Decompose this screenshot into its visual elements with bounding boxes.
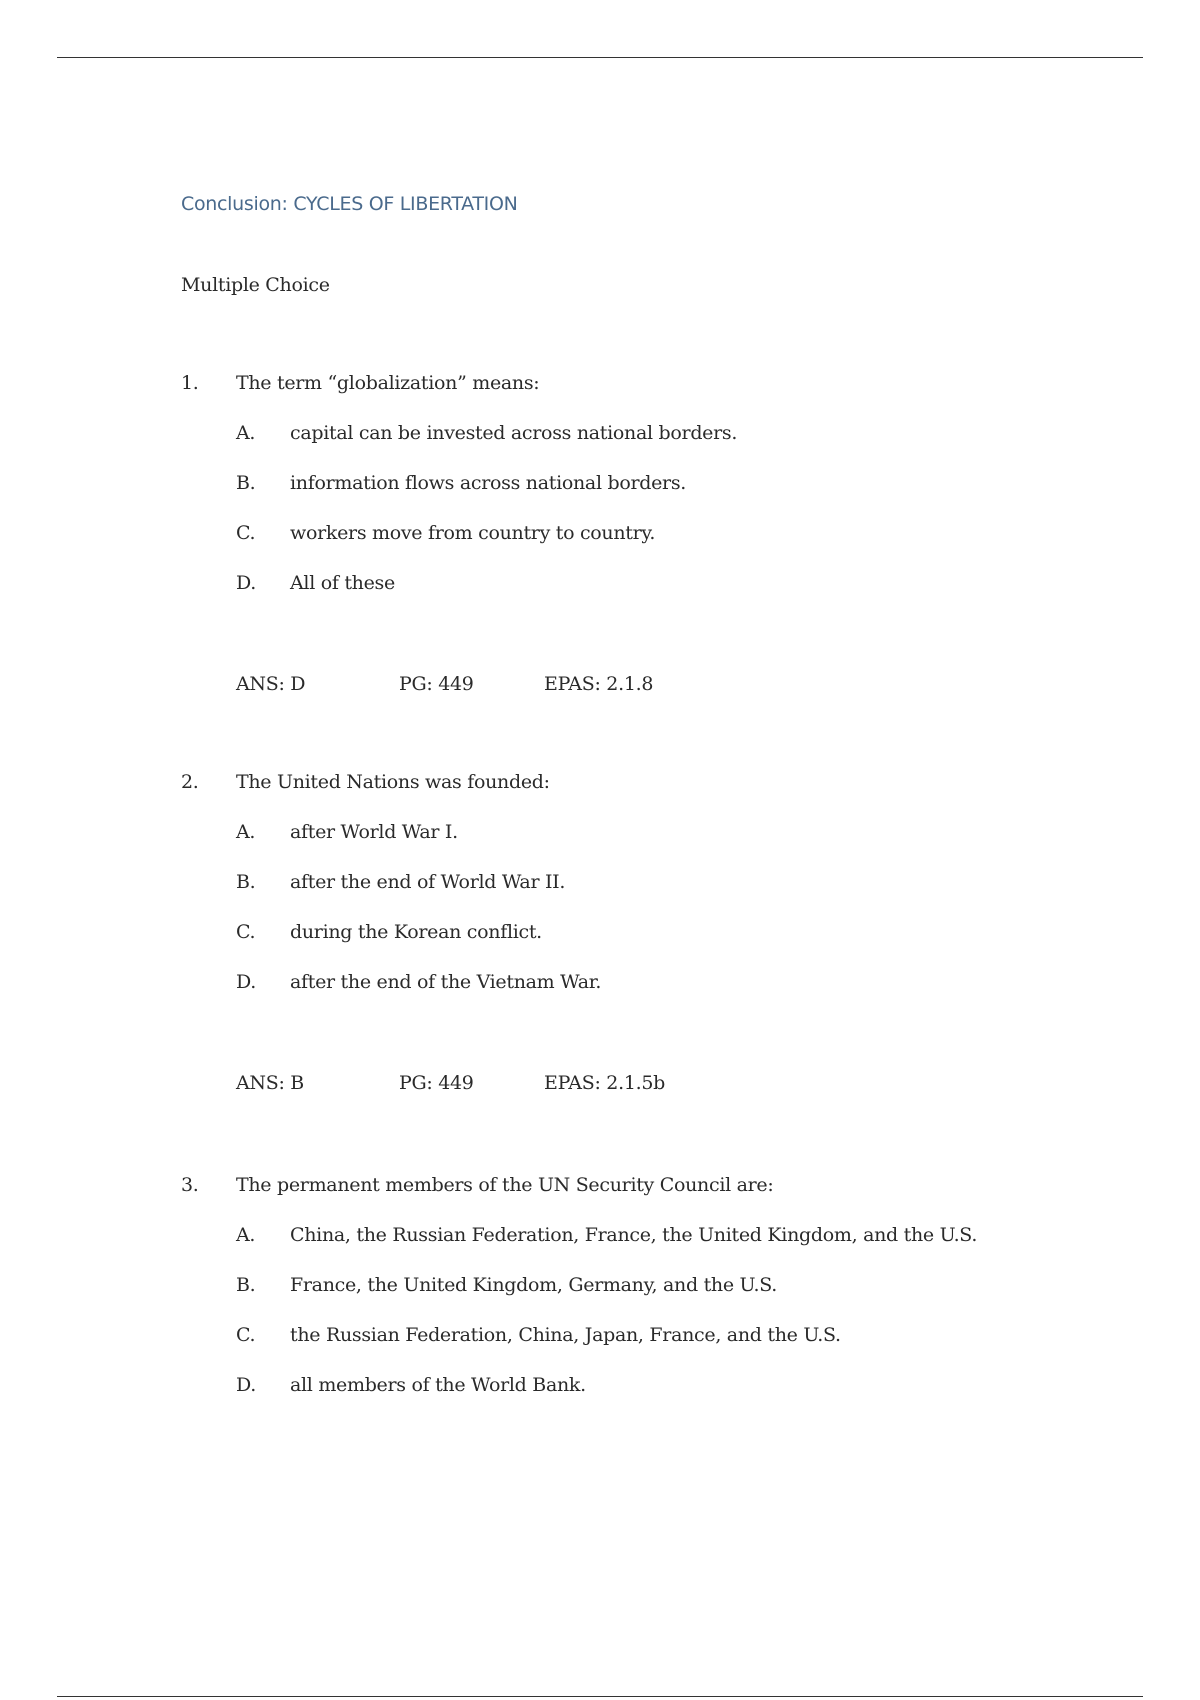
choice-letter: B. [236, 1274, 256, 1296]
choice-text: China, the Russian Federation, France, the United Kingdom, and the U.S. [290, 1224, 978, 1246]
epas-reference: EPAS: 2.1.8 [544, 673, 654, 695]
choice-letter: B. [236, 472, 256, 494]
choice-d [181, 572, 1161, 622]
choice-text: All of these [290, 572, 395, 594]
question-2 [181, 771, 1161, 1102]
choice-a [181, 422, 1161, 472]
choice-text: during the Korean conflict. [290, 921, 542, 943]
question-text: The term “globalization” means: [236, 372, 540, 394]
answer-line [181, 673, 1161, 703]
choice-text: after the end of the Vietnam War. [290, 971, 602, 993]
answer-line [181, 1072, 1161, 1102]
choice-b [181, 472, 1161, 522]
question-3 [181, 1174, 1161, 1424]
question-stem [181, 771, 1161, 811]
choice-letter: D. [236, 971, 256, 993]
choice-letter: A. [236, 1224, 256, 1246]
choice-a [181, 821, 1161, 871]
question-number: 3. [181, 1174, 199, 1196]
choice-b [181, 871, 1161, 921]
question-1 [181, 372, 1161, 703]
choice-letter: A. [236, 422, 256, 444]
page-reference: PG: 449 [399, 673, 474, 695]
choice-text: workers move from country to country. [290, 522, 656, 544]
choice-text: all members of the World Bank. [290, 1374, 586, 1396]
choice-letter: B. [236, 871, 256, 893]
choice-letter: A. [236, 821, 256, 843]
choice-a [181, 1224, 1161, 1274]
question-text: The permanent members of the UN Security Council are: [236, 1174, 774, 1196]
choice-list [181, 422, 1161, 622]
choice-text: capital can be invested across national borders. [290, 422, 738, 444]
choice-letter: C. [236, 1324, 256, 1346]
choice-text: France, the United Kingdom, Germany, and the U.S. [290, 1274, 778, 1296]
question-number: 2. [181, 771, 199, 793]
choice-c [181, 522, 1161, 572]
header-rule [57, 57, 1143, 58]
choice-c [181, 921, 1161, 971]
choice-letter: C. [236, 921, 256, 943]
choice-letter: D. [236, 572, 256, 594]
question-number: 1. [181, 372, 199, 394]
choice-b [181, 1274, 1161, 1324]
choice-d [181, 1374, 1161, 1424]
answer-key: ANS: D [236, 673, 306, 695]
choice-text: the Russian Federation, China, Japan, France, and the U.S. [290, 1324, 841, 1346]
choice-list [181, 1224, 1161, 1424]
choice-letter: D. [236, 1374, 256, 1396]
epas-reference: EPAS: 2.1.5b [544, 1072, 665, 1094]
choice-list [181, 821, 1161, 1021]
section-label: Multiple Choice [181, 274, 330, 296]
question-stem [181, 1174, 1161, 1214]
question-text: The United Nations was founded: [236, 771, 550, 793]
chapter-heading: Conclusion: CYCLES OF LIBERTATION [181, 193, 518, 215]
choice-text: after World War I. [290, 821, 458, 843]
choice-d [181, 971, 1161, 1021]
choice-letter: C. [236, 522, 256, 544]
choice-c [181, 1324, 1161, 1374]
choice-text: after the end of World War II. [290, 871, 566, 893]
question-stem [181, 372, 1161, 412]
answer-key: ANS: B [236, 1072, 304, 1094]
page-reference: PG: 449 [399, 1072, 474, 1094]
footer-rule [57, 1696, 1143, 1697]
choice-text: information flows across national borders. [290, 472, 687, 494]
